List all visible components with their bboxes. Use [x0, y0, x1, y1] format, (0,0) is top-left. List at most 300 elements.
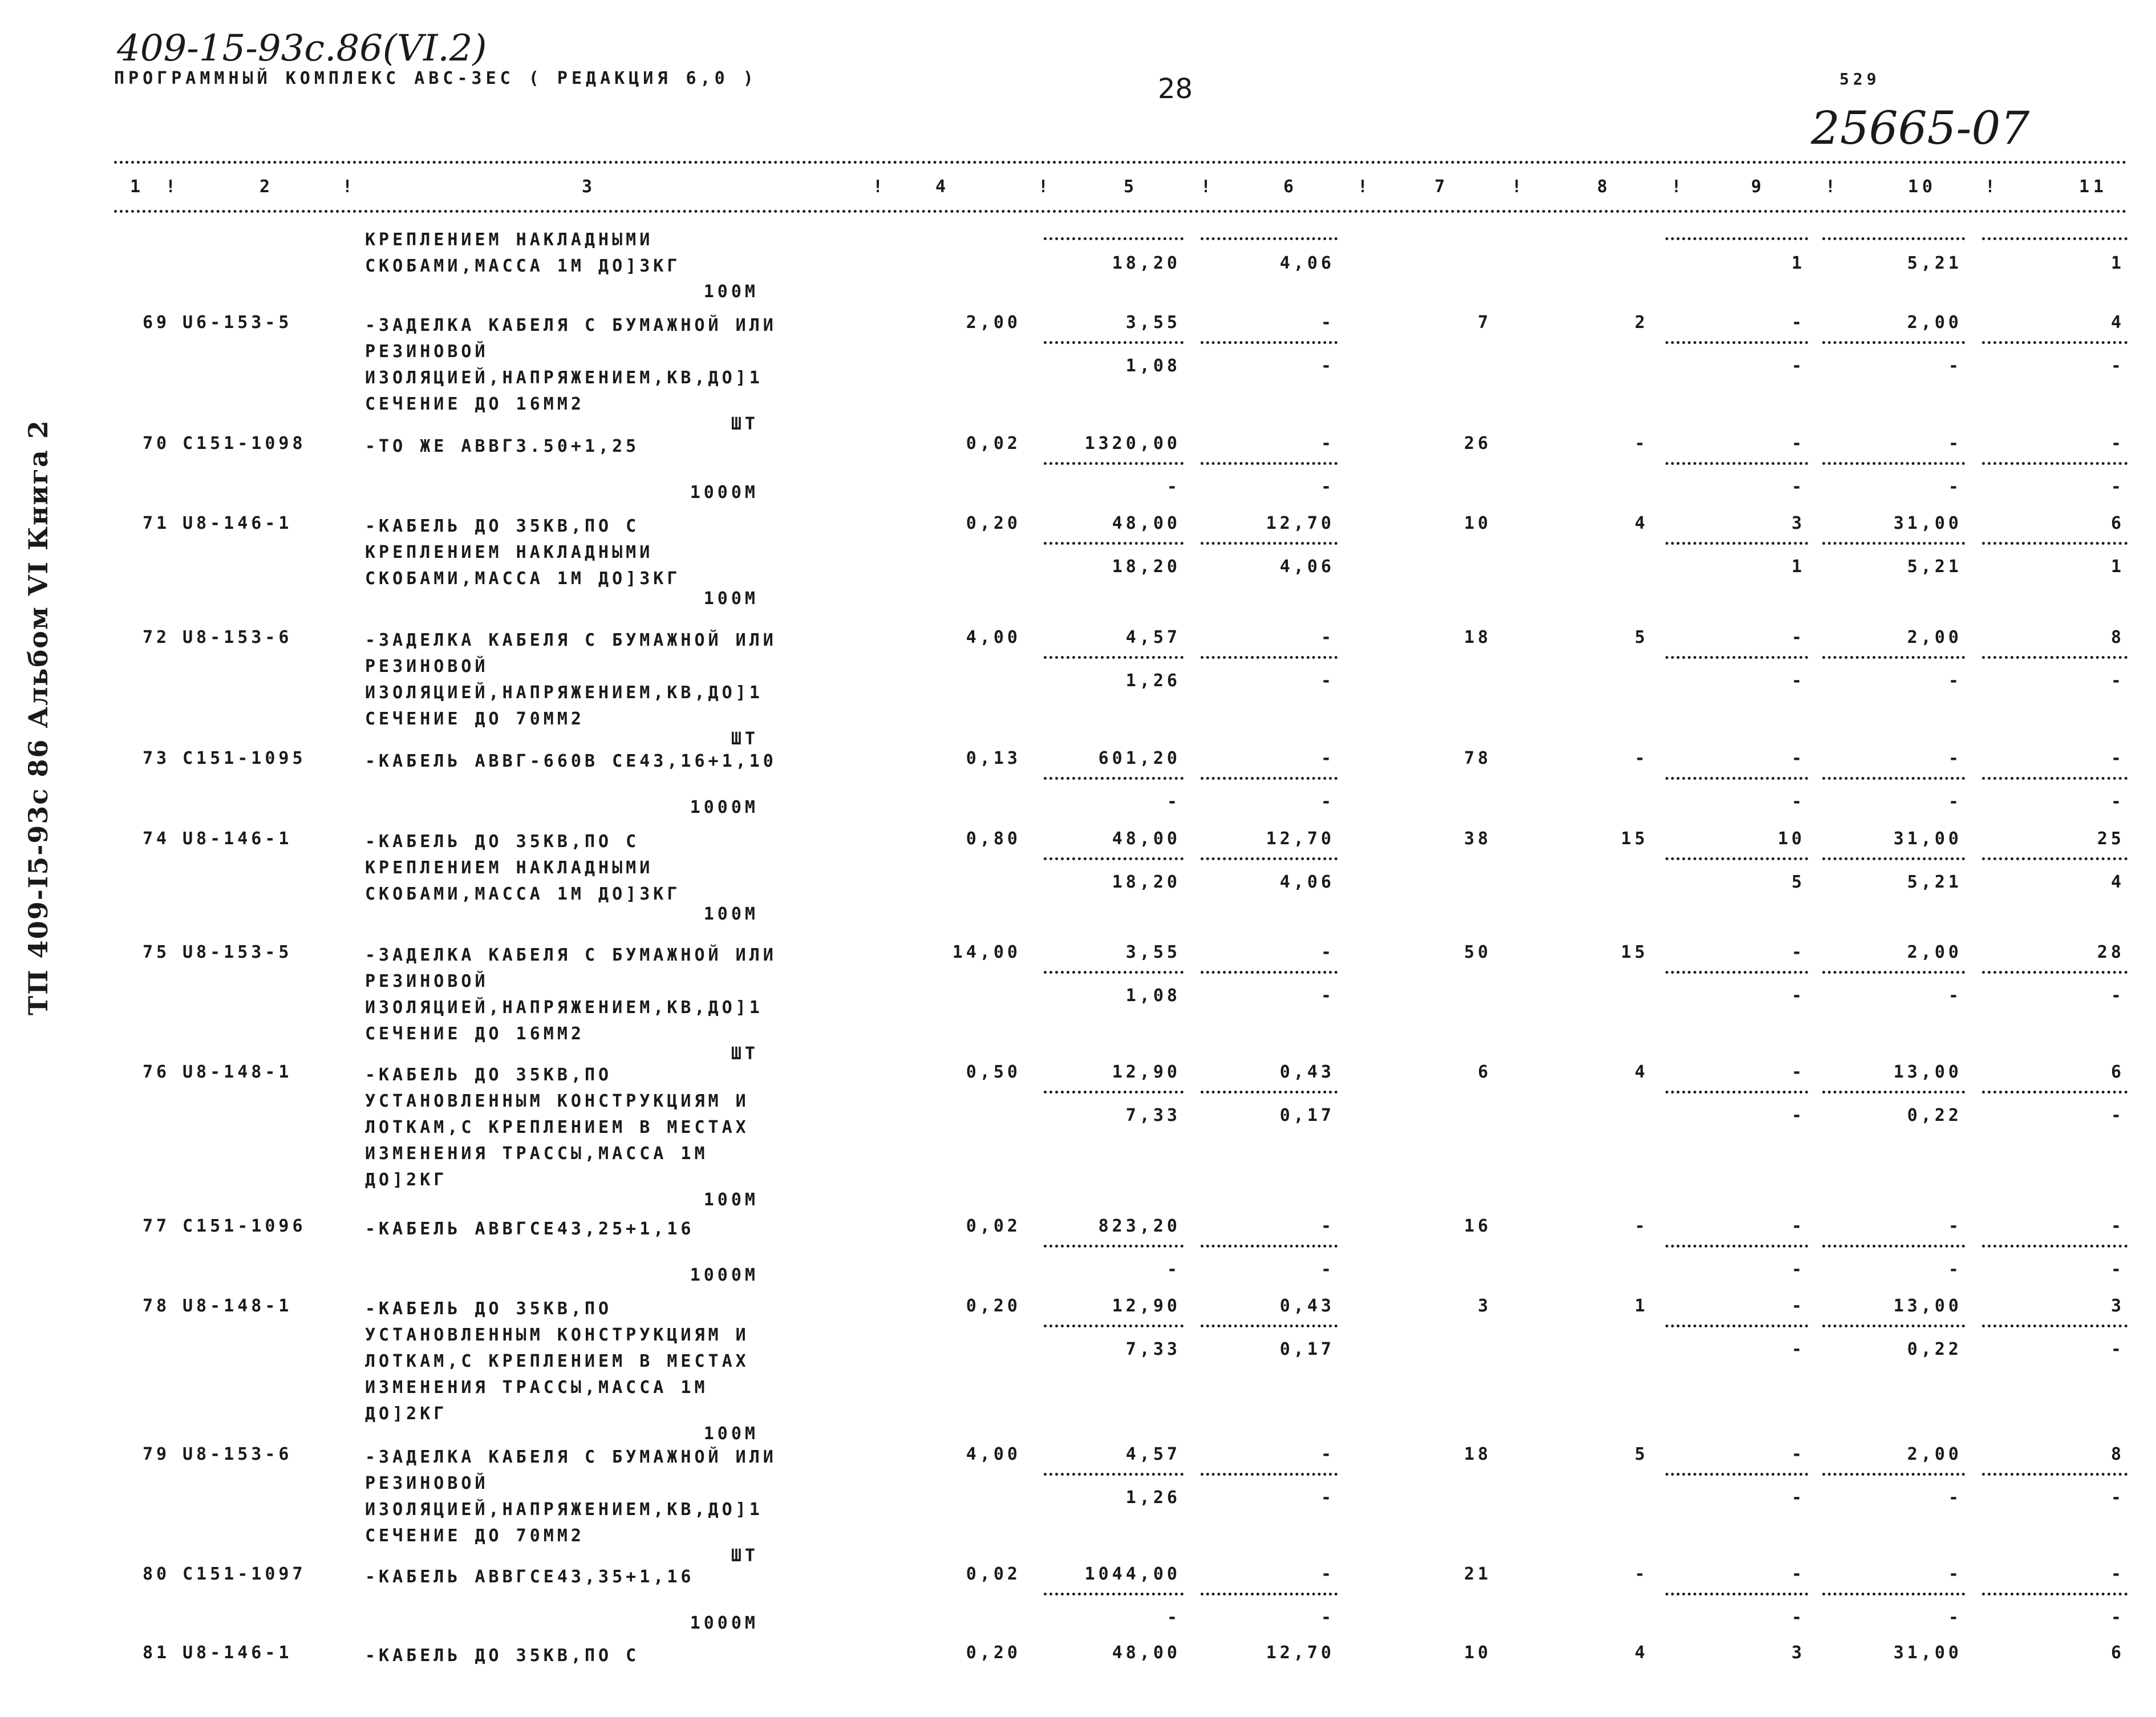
row-value-c9: 10: [1777, 829, 1805, 849]
cell-separator-line: [1201, 857, 1338, 860]
row-value-c6b: -: [1320, 477, 1335, 497]
row-value-c7: 16: [1464, 1216, 1492, 1236]
cell-separator-line: [1201, 777, 1338, 780]
row-value-c8: -: [1634, 1564, 1648, 1584]
row-value-c10b: -: [1948, 356, 1962, 376]
row-value-c10: -: [1948, 748, 1962, 768]
header-rule-top: [114, 161, 2127, 164]
column-header-1: 1: [130, 177, 145, 197]
row-value-c11b: -: [2110, 792, 2125, 812]
cell-separator-line: [1044, 462, 1184, 465]
row-description-line: РЕЗИНОВОЙ: [365, 657, 489, 677]
row-unit: ШТ: [731, 729, 759, 749]
cell-separator-line: [1665, 237, 1808, 240]
cell-separator-line: [1665, 857, 1808, 860]
row-value-c4: 0,20: [966, 1643, 1021, 1663]
row-description-line: КРЕПЛЕНИЕМ НАКЛАДНЫМИ: [365, 858, 654, 878]
row-value-c5b: 1,08: [1125, 986, 1181, 1006]
row-value-c4: 0,02: [966, 1564, 1021, 1584]
row-value-c9: -: [1791, 1216, 1805, 1236]
row-value-c6: 0,43: [1279, 1296, 1335, 1316]
row-value-c5b: 1,26: [1125, 671, 1181, 691]
row-value-c7: 78: [1464, 748, 1492, 768]
cell-separator-line: [1822, 857, 1965, 860]
row-value-c9b: -: [1791, 1488, 1805, 1508]
row-value-c10: 31,00: [1893, 1643, 1962, 1663]
cell-separator-line: [1665, 341, 1808, 344]
cell-separator-line: [1982, 462, 2127, 465]
cell-separator-line: [1201, 1325, 1338, 1327]
row-value-c6b: 4,06: [1279, 557, 1335, 577]
row-value-c9: -: [1791, 1296, 1805, 1316]
row-value-c10b: 5,21: [1907, 872, 1962, 892]
cell-separator-line: [1982, 341, 2127, 344]
row-value-c11b: -: [2110, 671, 2125, 691]
row-number: 76: [143, 1062, 171, 1082]
row-value-c6: 12,70: [1266, 1643, 1335, 1663]
row-description-line: РЕЗИНОВОЙ: [365, 1473, 489, 1493]
row-value-c7: 3: [1477, 1296, 1492, 1316]
cell-separator-line: [1044, 656, 1184, 659]
row-value-c11b: -: [2110, 1260, 2125, 1279]
row-description-line: СЕЧЕНИЕ ДО 16ММ2: [365, 1024, 585, 1044]
row-unit: ШТ: [731, 414, 759, 434]
cell-separator-line: [1044, 341, 1184, 344]
row-number: 74: [143, 829, 171, 849]
row-value-c6: -: [1320, 313, 1335, 333]
row-unit: ШТ: [731, 1546, 759, 1566]
row-description-line: СКОБАМИ,МАССА 1М ДО]3КГ: [365, 569, 681, 589]
row-value-c10b: -: [1948, 671, 1962, 691]
cell-separator-line: [1822, 462, 1965, 465]
row-value-c10: 31,00: [1893, 829, 1962, 849]
row-value-c5b: 1,26: [1125, 1488, 1181, 1508]
column-header-9: 9: [1751, 177, 1766, 197]
row-value-c11b: -: [2110, 1339, 2125, 1359]
row-value-c6b: -: [1320, 1607, 1335, 1627]
row-description-line: ДО]2КГ: [365, 1170, 448, 1190]
column-header-7: 7: [1434, 177, 1449, 197]
row-unit: 100М: [703, 589, 759, 609]
row-value-c10: 13,00: [1893, 1296, 1962, 1316]
column-header-11: 11: [2079, 177, 2108, 197]
header-rule-bottom: [114, 210, 2127, 213]
cell-separator-line: [1201, 971, 1338, 974]
cell-separator-line: [1044, 237, 1184, 240]
page-number: 28: [1158, 73, 1193, 105]
row-value-c11b: 1: [2110, 557, 2125, 577]
cell-separator-line: [1822, 542, 1965, 545]
row-value-c8: 5: [1634, 627, 1648, 647]
row-value-c11: 28: [2097, 942, 2125, 962]
row-code: U8-148-1: [183, 1062, 293, 1082]
stamp-top: 529: [1839, 70, 1881, 88]
row-value-c9: -: [1791, 1564, 1805, 1584]
row-description-line: ИЗМЕНЕНИЯ ТРАССЫ,МАССА 1М: [365, 1144, 708, 1164]
cell-separator-line: [1982, 656, 2127, 659]
row-code: C151-1097: [183, 1564, 306, 1584]
row-description-line: РЕЗИНОВОЙ: [365, 971, 489, 991]
row-value-c6: -: [1320, 1216, 1335, 1236]
column-separator: !: [1825, 177, 1840, 197]
row-unit: 1000М: [690, 1265, 759, 1285]
row-value-c4: 4,00: [966, 1444, 1021, 1464]
cell-separator-line: [1822, 656, 1965, 659]
cell-separator-line: [1982, 1473, 2127, 1476]
row-value-c6b: -: [1320, 356, 1335, 376]
row-description-line: -КАБЕЛЬ ДО 35КВ,ПО С: [365, 832, 640, 852]
column-separator: !: [1671, 177, 1686, 197]
column-separator: !: [1985, 177, 2000, 197]
row-value-c9: 3: [1791, 513, 1805, 533]
row-value-c11b: -: [2110, 1488, 2125, 1508]
row-value-c5b: -: [1166, 1260, 1181, 1279]
row-value-c11: 6: [2110, 1062, 2125, 1082]
row-value-c11: 6: [2110, 1643, 2125, 1663]
row-value-c8: 2: [1634, 313, 1648, 333]
row-value-c4: 4,00: [966, 627, 1021, 647]
row-value-c4: 0,13: [966, 748, 1021, 768]
row-value-c9: -: [1791, 942, 1805, 962]
row-value-c11: 25: [2097, 829, 2125, 849]
row-description-line: -ТО ЖЕ АВВГ3.50+1,25: [365, 436, 640, 456]
row-value-c11b: -: [2110, 1105, 2125, 1125]
row-value-c5: 12,90: [1112, 1296, 1181, 1316]
cell-separator-line: [1982, 777, 2127, 780]
row-description-line: УСТАНОВЛЕННЫМ КОНСТРУКЦИЯМ И: [365, 1325, 749, 1345]
cell-separator-line: [1201, 462, 1338, 465]
row-value-c11: -: [2110, 1216, 2125, 1236]
carry-value-c11b: 1: [2110, 253, 2125, 273]
row-value-c5b: 18,20: [1112, 872, 1181, 892]
row-value-c10b: 0,22: [1907, 1339, 1962, 1359]
row-value-c11b: -: [2110, 356, 2125, 376]
cell-separator-line: [1665, 971, 1808, 974]
cell-separator-line: [1982, 1245, 2127, 1248]
row-value-c4: 0,02: [966, 1216, 1021, 1236]
row-value-c9: -: [1791, 627, 1805, 647]
row-value-c8: 15: [1620, 942, 1648, 962]
row-description-line: ЛОТКАМ,С КРЕПЛЕНИЕМ В МЕСТАХ: [365, 1351, 749, 1371]
row-value-c10b: -: [1948, 1260, 1962, 1279]
row-value-c10b: 0,22: [1907, 1105, 1962, 1125]
row-description-line: -ЗАДЕЛКА КАБЕЛЯ С БУМАЖНОЙ ИЛИ: [365, 945, 777, 965]
row-value-c5b: 7,33: [1125, 1339, 1181, 1359]
row-description-line: РЕЗИНОВОЙ: [365, 342, 489, 362]
row-value-c6: -: [1320, 1444, 1335, 1464]
row-value-c11b: -: [2110, 986, 2125, 1006]
row-value-c5: 48,00: [1112, 1643, 1181, 1663]
row-value-c7: 10: [1464, 513, 1492, 533]
row-value-c4: 0,80: [966, 829, 1021, 849]
row-value-c4: 0,20: [966, 1296, 1021, 1316]
row-unit: 100М: [703, 1190, 759, 1210]
row-value-c9b: -: [1791, 356, 1805, 376]
row-value-c6b: 0,17: [1279, 1339, 1335, 1359]
row-description-line: -ЗАДЕЛКА КАБЕЛЯ С БУМАЖНОЙ ИЛИ: [365, 630, 777, 650]
cell-separator-line: [1822, 341, 1965, 344]
row-description-line: -КАБЕЛЬ ДО 35КВ,ПО С: [365, 516, 640, 536]
cell-separator-line: [1201, 656, 1338, 659]
row-value-c8: -: [1634, 434, 1648, 453]
row-description-line: -КАБЕЛЬ АВВГСЕ43,25+1,16: [365, 1219, 695, 1239]
row-value-c6b: -: [1320, 986, 1335, 1006]
row-value-c9b: -: [1791, 986, 1805, 1006]
row-description-line: -КАБЕЛЬ ДО 35КВ,ПО С: [365, 1646, 640, 1666]
row-value-c10: 13,00: [1893, 1062, 1962, 1082]
row-number: 73: [143, 748, 171, 768]
row-description-line: КРЕПЛЕНИЕМ НАКЛАДНЫМИ: [365, 542, 654, 562]
row-value-c8: 1: [1634, 1296, 1648, 1316]
row-value-c6b: -: [1320, 792, 1335, 812]
cell-separator-line: [1665, 1593, 1808, 1595]
row-value-c11: -: [2110, 434, 2125, 453]
cell-separator-line: [1201, 542, 1338, 545]
row-description-line: ИЗМЕНЕНИЯ ТРАССЫ,МАССА 1М: [365, 1378, 708, 1398]
cell-separator-line: [1982, 237, 2127, 240]
row-description-line: ИЗОЛЯЦИЕЙ,НАПРЯЖЕНИЕМ,КВ,ДО]1: [365, 998, 763, 1018]
row-value-c11: -: [2110, 748, 2125, 768]
row-description-line: СЕЧЕНИЕ ДО 16ММ2: [365, 394, 585, 414]
row-value-c5: 1044,00: [1084, 1564, 1181, 1584]
cell-separator-line: [1665, 1325, 1808, 1327]
cell-separator-line: [1982, 971, 2127, 974]
cell-separator-line: [1822, 1325, 1965, 1327]
carry-value-c6b: 4,06: [1279, 253, 1335, 273]
row-value-c10: 2,00: [1907, 1444, 1962, 1464]
row-number: 71: [143, 513, 171, 533]
row-unit: 100М: [703, 1424, 759, 1444]
cell-separator-line: [1044, 1325, 1184, 1327]
cell-separator-line: [1044, 777, 1184, 780]
side-caption: ТП 409-I5-93с 86 Альбом VI Книга 2: [23, 419, 54, 1015]
row-code: C151-1096: [183, 1216, 306, 1236]
row-value-c10b: -: [1948, 1488, 1962, 1508]
row-value-c5: 4,57: [1125, 1444, 1181, 1464]
cell-separator-line: [1822, 1593, 1965, 1595]
row-number: 78: [143, 1296, 171, 1316]
row-value-c9: -: [1791, 1062, 1805, 1082]
column-separator: !: [165, 177, 180, 197]
cell-separator-line: [1201, 1473, 1338, 1476]
row-value-c10b: -: [1948, 477, 1962, 497]
cell-separator-line: [1665, 1245, 1808, 1248]
row-value-c6: -: [1320, 942, 1335, 962]
row-code: U8-148-1: [183, 1296, 293, 1316]
row-value-c5b: -: [1166, 792, 1181, 812]
column-separator: !: [342, 177, 357, 197]
carry-value-c9b: 1: [1791, 253, 1805, 273]
row-value-c7: 18: [1464, 627, 1492, 647]
row-unit: 1000М: [690, 1613, 759, 1633]
row-value-c5: 12,90: [1112, 1062, 1181, 1082]
row-value-c6: 12,70: [1266, 513, 1335, 533]
row-value-c8: -: [1634, 748, 1648, 768]
cell-separator-line: [1822, 1091, 1965, 1094]
row-value-c4: 0,20: [966, 513, 1021, 533]
row-value-c11: 6: [2110, 513, 2125, 533]
row-code: U8-153-5: [183, 942, 293, 962]
cell-separator-line: [1044, 1245, 1184, 1248]
row-value-c6b: -: [1320, 1488, 1335, 1508]
row-value-c6: 12,70: [1266, 829, 1335, 849]
carry-unit: 100М: [703, 282, 759, 302]
row-value-c9b: -: [1791, 671, 1805, 691]
row-value-c9: 3: [1791, 1643, 1805, 1663]
row-value-c6: -: [1320, 748, 1335, 768]
cell-separator-line: [1982, 857, 2127, 860]
row-description-line: -ЗАДЕЛКА КАБЕЛЯ С БУМАЖНОЙ ИЛИ: [365, 1447, 777, 1467]
row-number: 77: [143, 1216, 171, 1236]
row-value-c8: -: [1634, 1216, 1648, 1236]
row-code: U8-146-1: [183, 513, 293, 533]
cell-separator-line: [1201, 341, 1338, 344]
cell-separator-line: [1822, 1245, 1965, 1248]
row-value-c5: 3,55: [1125, 313, 1181, 333]
row-number: 75: [143, 942, 171, 962]
row-description-line: ДО]2КГ: [365, 1404, 448, 1424]
row-value-c7: 7: [1477, 313, 1492, 333]
row-value-c9b: 5: [1791, 872, 1805, 892]
cell-separator-line: [1044, 1473, 1184, 1476]
row-value-c7: 26: [1464, 434, 1492, 453]
row-code: U6-153-5: [183, 313, 293, 333]
column-header-5: 5: [1124, 177, 1138, 197]
row-value-c10: -: [1948, 434, 1962, 453]
column-header-3: 3: [582, 177, 597, 197]
row-description-line: -КАБЕЛЬ ДО 35КВ,ПО: [365, 1065, 613, 1085]
row-number: 72: [143, 627, 171, 647]
row-value-c9b: -: [1791, 477, 1805, 497]
row-value-c11b: -: [2110, 477, 2125, 497]
row-description-line: -КАБЕЛЬ ДО 35КВ,ПО: [365, 1299, 613, 1319]
row-code: U8-153-6: [183, 627, 293, 647]
row-code: C151-1098: [183, 434, 306, 453]
row-value-c7: 21: [1464, 1564, 1492, 1584]
cell-separator-line: [1044, 542, 1184, 545]
cell-separator-line: [1044, 971, 1184, 974]
row-value-c7: 10: [1464, 1643, 1492, 1663]
row-value-c6b: -: [1320, 671, 1335, 691]
row-value-c5: 48,00: [1112, 829, 1181, 849]
row-value-c10: 2,00: [1907, 313, 1962, 333]
row-value-c10b: -: [1948, 792, 1962, 812]
row-number: 79: [143, 1444, 171, 1464]
row-value-c6: -: [1320, 627, 1335, 647]
row-value-c7: 18: [1464, 1444, 1492, 1464]
cell-separator-line: [1822, 1473, 1965, 1476]
row-value-c9: -: [1791, 1444, 1805, 1464]
cell-separator-line: [1665, 462, 1808, 465]
cell-separator-line: [1982, 1091, 2127, 1094]
row-number: 80: [143, 1564, 171, 1584]
row-value-c9: -: [1791, 748, 1805, 768]
row-value-c5: 3,55: [1125, 942, 1181, 962]
row-value-c10: 2,00: [1907, 942, 1962, 962]
row-code: U8-146-1: [183, 829, 293, 849]
row-description-line: ЛОТКАМ,С КРЕПЛЕНИЕМ В МЕСТАХ: [365, 1117, 749, 1137]
row-value-c8: 15: [1620, 829, 1648, 849]
document-number: 25665-07: [1811, 102, 2030, 155]
row-value-c8: 4: [1634, 513, 1648, 533]
program-line: ПРОГРАММНЫЙ КОМПЛЕКС АВС-3ЕС ( РЕДАКЦИЯ 6,0 ): [114, 68, 757, 88]
row-value-c10: 2,00: [1907, 627, 1962, 647]
cell-separator-line: [1044, 1593, 1184, 1595]
row-description-line: СЕЧЕНИЕ ДО 70ММ2: [365, 709, 585, 729]
carry-description-line: СКОБАМИ,МАССА 1М ДО]3КГ: [365, 256, 681, 276]
column-header-6: 6: [1283, 177, 1298, 197]
row-value-c8: 4: [1634, 1643, 1648, 1663]
row-value-c5: 48,00: [1112, 513, 1181, 533]
row-value-c5: 1320,00: [1084, 434, 1181, 453]
row-value-c9: -: [1791, 313, 1805, 333]
row-value-c7: 38: [1464, 829, 1492, 849]
row-value-c10: -: [1948, 1564, 1962, 1584]
column-separator: !: [1201, 177, 1215, 197]
row-unit: 1000М: [690, 483, 759, 503]
row-value-c9b: -: [1791, 1105, 1805, 1125]
row-number: 81: [143, 1643, 171, 1663]
row-unit: 100М: [703, 904, 759, 924]
row-value-c5: 601,20: [1098, 748, 1181, 768]
row-value-c9b: -: [1791, 792, 1805, 812]
row-value-c6: -: [1320, 434, 1335, 453]
cell-separator-line: [1665, 1091, 1808, 1094]
row-value-c5: 4,57: [1125, 627, 1181, 647]
cell-separator-line: [1201, 1091, 1338, 1094]
row-value-c11b: -: [2110, 1607, 2125, 1627]
column-header-10: 10: [1908, 177, 1937, 197]
column-header-8: 8: [1597, 177, 1612, 197]
column-separator: !: [1357, 177, 1372, 197]
row-description-line: ИЗОЛЯЦИЕЙ,НАПРЯЖЕНИЕМ,КВ,ДО]1: [365, 368, 763, 388]
row-value-c4: 14,00: [952, 942, 1021, 962]
row-value-c9b: -: [1791, 1260, 1805, 1279]
row-value-c11: -: [2110, 1564, 2125, 1584]
cell-separator-line: [1044, 857, 1184, 860]
row-value-c11: 3: [2110, 1296, 2125, 1316]
row-value-c6b: 4,06: [1279, 872, 1335, 892]
row-value-c6: 0,43: [1279, 1062, 1335, 1082]
row-description-line: -КАБЕЛЬ АВВГ-660В СЕ43,16+1,10: [365, 751, 777, 771]
carry-value-c10b: 5,21: [1907, 253, 1962, 273]
row-value-c7: 6: [1477, 1062, 1492, 1082]
row-code: U8-153-6: [183, 1444, 293, 1464]
row-value-c10: -: [1948, 1216, 1962, 1236]
row-description-line: СКОБАМИ,МАССА 1М ДО]3КГ: [365, 884, 681, 904]
cell-separator-line: [1822, 777, 1965, 780]
row-value-c5b: -: [1166, 477, 1181, 497]
row-description-line: УСТАНОВЛЕННЫМ КОНСТРУКЦИЯМ И: [365, 1091, 749, 1111]
row-description-line: -КАБЕЛЬ АВВГСЕ43,35+1,16: [365, 1567, 695, 1587]
row-value-c5: 823,20: [1098, 1216, 1181, 1236]
row-value-c8: 4: [1634, 1062, 1648, 1082]
cell-separator-line: [1665, 542, 1808, 545]
row-value-c11: 8: [2110, 627, 2125, 647]
row-value-c4: 0,50: [966, 1062, 1021, 1082]
row-value-c6: -: [1320, 1564, 1335, 1584]
row-number: 69: [143, 313, 171, 333]
row-unit: 1000М: [690, 797, 759, 817]
column-header-2: 2: [260, 177, 274, 197]
row-value-c7: 50: [1464, 942, 1492, 962]
column-separator: !: [1511, 177, 1526, 197]
cell-separator-line: [1665, 1473, 1808, 1476]
row-value-c5b: 7,33: [1125, 1105, 1181, 1125]
column-header-4: 4: [935, 177, 950, 197]
row-value-c5b: 1,08: [1125, 356, 1181, 376]
row-number: 70: [143, 434, 171, 453]
